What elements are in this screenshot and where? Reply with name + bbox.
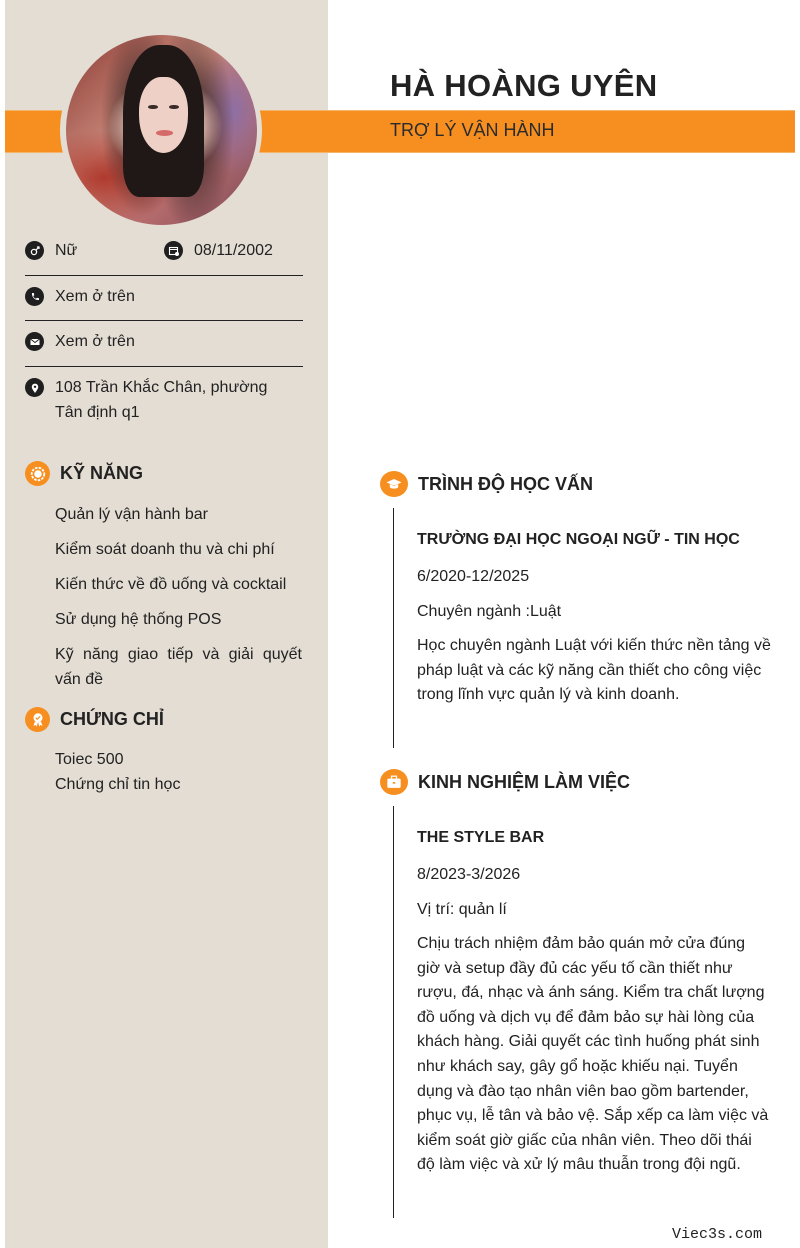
- email-value: Xem ở trên: [55, 333, 135, 350]
- gender-value: Nữ: [55, 242, 78, 259]
- skill-item: Kiểm soát doanh thu và chi phí: [55, 541, 275, 558]
- gender-icon: [25, 241, 44, 260]
- address-line-1: 108 Trần Khắc Chân, phường: [55, 379, 268, 396]
- birthday-row: [164, 241, 273, 263]
- education-heading: [380, 471, 593, 497]
- skills-heading-label: KỸ NĂNG: [60, 463, 144, 483]
- briefcase-icon: [380, 769, 408, 795]
- education-timeline-line: [393, 508, 394, 748]
- address-value: [55, 375, 267, 425]
- graduation-cap-icon: [380, 471, 408, 497]
- experience-description: Chịu trách nhiệm đảm bảo quán mở cửa đúng giờ và setup đầy đủ các yếu tố cần thiết như rượu, đá, nhạc và ánh sáng. Kiểm tra chất lượng đồ uống và dịch vụ để đảm bảo sự hài lòng của khách hàng. Giải quyết các tình huống phát sinh như khách say, gây gổ hoặc khiếu nại. Tuyển dụng và đào tạo nhân viên bao gồm bartender, phục vụ, lễ tân và bảo vệ. Sắp xếp ca làm việc và kiểm soát giờ giấc của nhân viên. Theo dõi thái độ làm việc và xử lý mâu thuẫn trong đội ngũ.: [417, 935, 769, 1174]
- skill-item: Kỹ năng giao tiếp và giải quyết vấn đề: [55, 646, 302, 688]
- skills-list: [55, 502, 302, 702]
- avatar-lips: [156, 130, 173, 136]
- phone-value: Xem ở trên: [55, 288, 135, 305]
- location-icon: [25, 378, 44, 397]
- contact-divider: [25, 320, 303, 321]
- school-name: TRƯỜNG ĐẠI HỌC NGOẠI NGỮ - TIN HỌC: [417, 531, 740, 548]
- email-row: [25, 332, 135, 354]
- address-row: [25, 378, 267, 425]
- gender-row: [25, 241, 77, 263]
- certificate-icon: [25, 707, 50, 732]
- phone-icon: [25, 287, 44, 306]
- birthday-value: 08/11/2002: [194, 242, 273, 259]
- avatar-face: [139, 77, 189, 153]
- certificates-heading-label: CHỨNG CHỈ: [60, 709, 164, 729]
- calendar-icon: [164, 241, 183, 260]
- certificate-item: Chứng chỉ tin học: [55, 776, 181, 793]
- job-title: TRỢ LÝ VẬN HÀNH: [390, 120, 555, 140]
- skills-heading: [25, 461, 143, 486]
- education-entry: [417, 528, 772, 708]
- contact-divider: [25, 366, 303, 367]
- education-heading-label: TRÌNH ĐỘ HỌC VẤN: [418, 473, 593, 494]
- education-major: Chuyên ngành :Luật: [417, 603, 562, 620]
- candidate-name: HÀ HOÀNG UYÊN: [390, 68, 658, 103]
- skill-item: Kiến thức về đồ uống và cocktail: [55, 576, 287, 593]
- experience-timeline-line: [393, 806, 394, 1218]
- avatar-eye: [169, 105, 179, 109]
- watermark: Viec3s.com: [672, 1226, 763, 1243]
- experience-entry: [417, 826, 772, 1178]
- certificate-item: Toiec 500: [55, 751, 124, 768]
- avatar: [66, 35, 257, 225]
- skill-item: Quản lý vận hành bar: [55, 506, 208, 523]
- address-line-2: Tân định q1: [55, 404, 140, 421]
- skills-icon: [25, 461, 50, 486]
- certificates-list: [55, 747, 302, 797]
- experience-heading: [380, 769, 630, 795]
- phone-row: [25, 287, 135, 309]
- education-period: 6/2020-12/2025: [417, 568, 530, 585]
- education-description: Học chuyên ngành Luật với kiến thức nền tảng về pháp luật và các kỹ năng cần thiết cho công việc trong lĩnh vực quản lý và kinh doanh.: [417, 637, 771, 704]
- experience-position: Vị trí: quản lí: [417, 901, 507, 918]
- contact-divider: [25, 275, 303, 276]
- email-icon: [25, 332, 44, 351]
- company-name: THE STYLE BAR: [417, 829, 545, 846]
- experience-period: 8/2023-3/2026: [417, 866, 521, 883]
- avatar-eye: [148, 105, 158, 109]
- skill-item: Sử dụng hệ thống POS: [55, 611, 222, 628]
- certificates-heading: [25, 707, 164, 732]
- experience-heading-label: KINH NGHIỆM LÀM VIỆC: [418, 771, 631, 792]
